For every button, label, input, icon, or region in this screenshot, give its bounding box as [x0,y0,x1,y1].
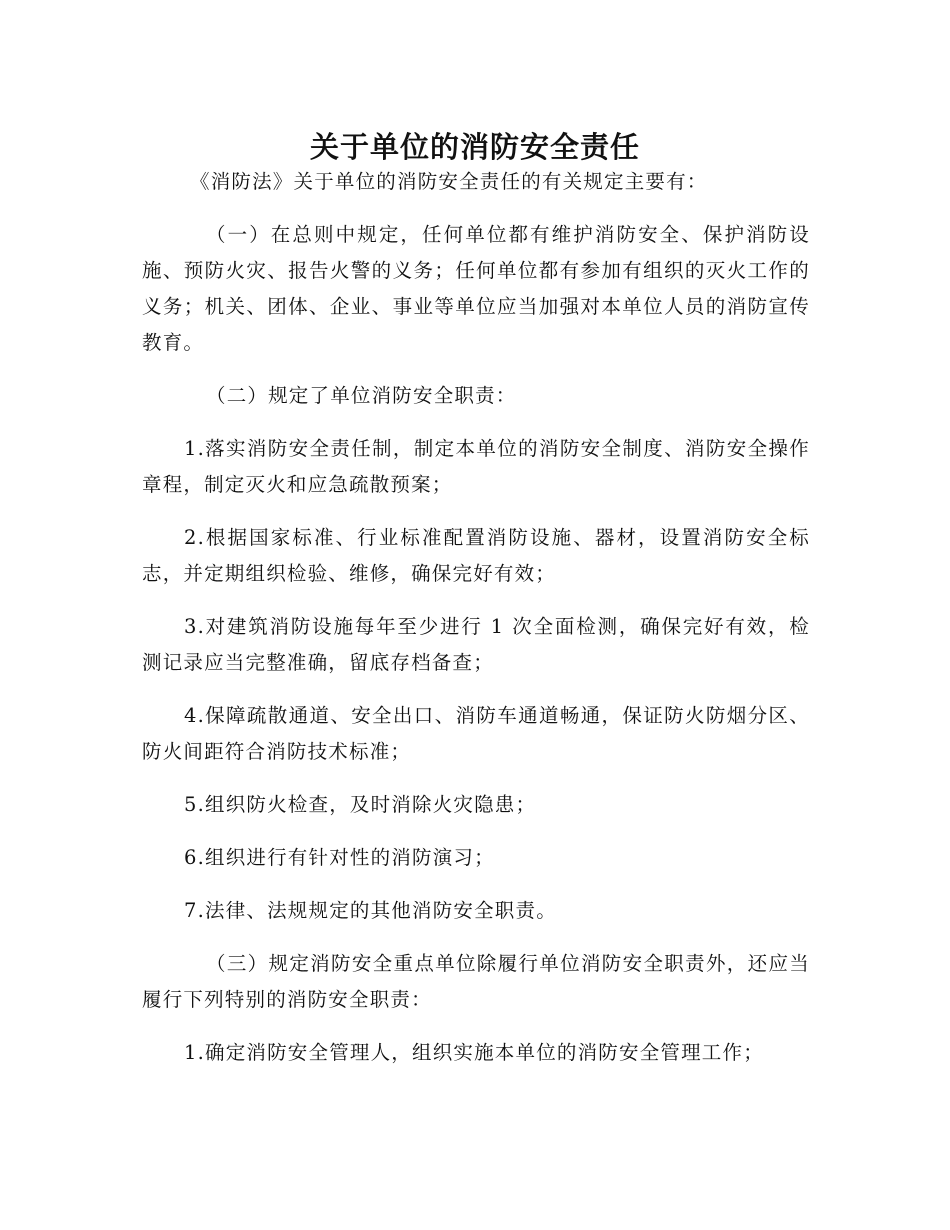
section-2-item: 5.组织防火检查，及时消除火灾隐患； [184,793,537,816]
intro-paragraph: 《消防法》关于单位的消防安全责任的有关规定主要有： [190,170,708,193]
section-2-item: 1.落实消防安全责任制，制定本单位的消防安全制度、消防安全操作章程，制定灭火和应急疏散预案； [142,437,810,496]
section-2-item: 6.组织进行有针对性的消防演习； [184,846,495,869]
section-3-paragraph: （三）规定消防安全重点单位除履行单位消防安全职责外，还应当履行下列特别的消防安全职责： [142,952,810,1011]
section-2-heading: （二）规定了单位消防安全职责： [206,384,517,407]
section-1-paragraph: （一）在总则中规定，任何单位都有维护消防安全、保护消防设施、预防火灾、报告火警的义务；任何单位都有参加有组织的灭火工作的义务；机关、团体、企业、事业等单位应当加强对本单位人员的消防宣传教育。 [142,223,810,354]
section-2-item: 7.法律、法规规定的其他消防安全职责。 [184,899,557,922]
document-body [142,164,810,1088]
document-title: 关于单位的消防安全责任 [309,130,640,165]
section-2-item: 2.根据国家标准、行业标准配置消防设施、器材，设置消防安全标志，并定期组织检验、维修，确保完好有效； [142,526,810,585]
section-2-item: 3.对建筑消防设施每年至少进行 1 次全面检测，确保完好有效，检测记录应当完整准确，留底存档备查； [142,615,810,674]
section-3-item: 1.确定消防安全管理人，组织实施本单位的消防安全管理工作； [184,1041,764,1064]
section-2-item: 4.保障疏散通道、安全出口、消防车通道畅通，保证防火防烟分区、防火间距符合消防技术标准； [142,704,810,763]
